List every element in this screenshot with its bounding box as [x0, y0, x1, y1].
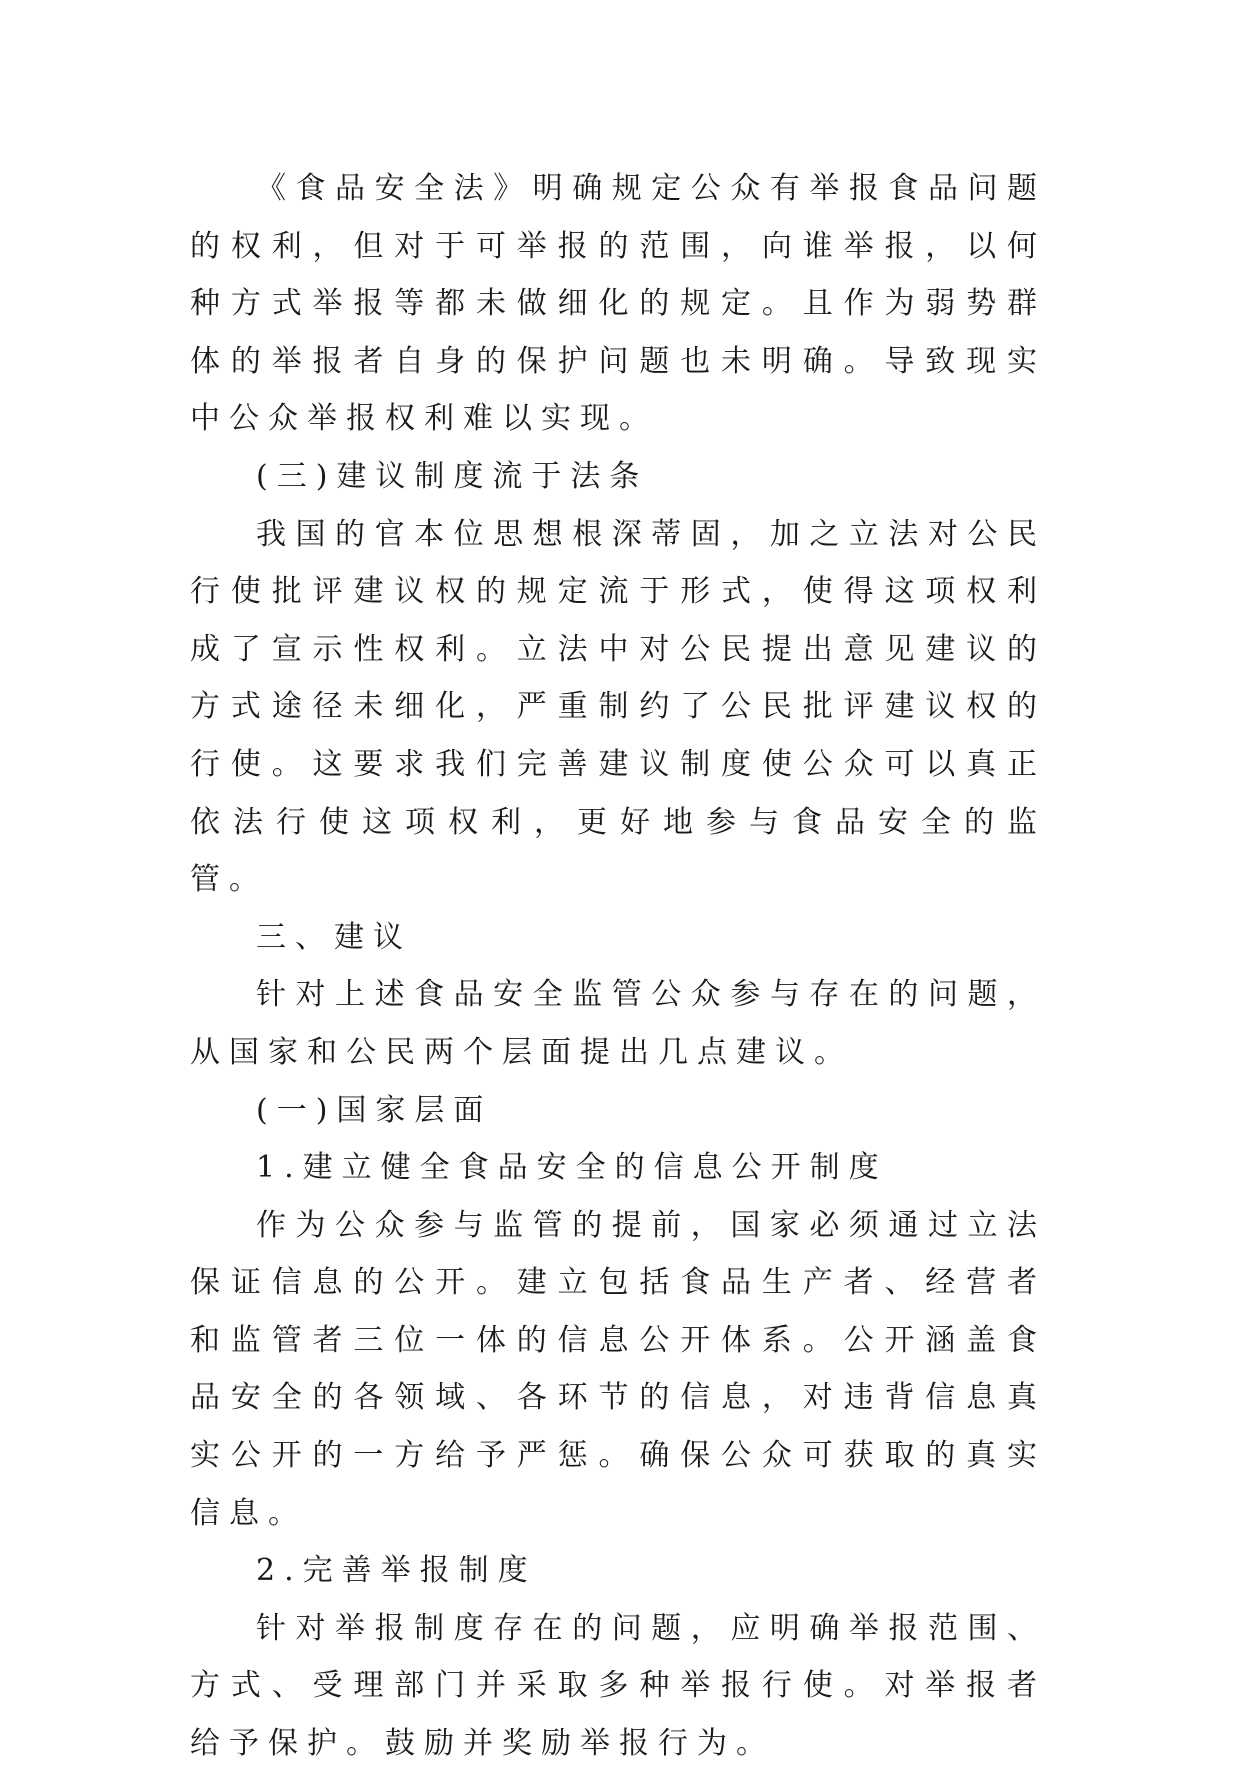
paragraph-food-safety-law: 《食品安全法》明确规定公众有举报食品问题的权利，但对于可举报的范围，向谁举报，以何种方式举报等都未做细化的规定。且作为弱势群体的举报者自身的保护问题也未明确。导致现实中公众举报权利难以实现。	[190, 171, 1046, 437]
paragraph-reporting-system: 针对举报制度存在的问题，应明确举报范围、方式、受理部门并采取多种举报行使。对举报者给予保护。鼓励并奖励举报行为。	[190, 1610, 1046, 1762]
subheading-info-disclosure: 1.建立健全食品安全的信息公开制度	[256, 1150, 888, 1186]
chapter-heading-suggestions: 三、建议	[256, 919, 412, 955]
section-heading-national: (一)国家层面	[256, 1092, 493, 1128]
paragraph-suggestions-intro: 针对上述食品安全监管公众参与存在的问题，从国家和公民两个层面提出几点建议。	[190, 977, 1046, 1070]
paragraph-info-disclosure: 作为公众参与监管的提前，国家必须通过立法保证信息的公开。建立包括食品生产者、经营者和监管者三位一体的信息公开体系。公开涵盖食品安全的各领域、各环节的信息，对违背信息真实公开的一方给予严惩。确保公众可获取的真实信息。	[190, 1207, 1046, 1531]
section-heading-3: (三)建议制度流于法条	[256, 458, 649, 494]
document-body	[190, 160, 1046, 1773]
subheading-reporting-system: 2.完善举报制度	[256, 1553, 537, 1589]
paragraph-criticism-suggestion: 我国的官本位思想根深蒂固，加之立法对公民行使批评建议权的规定流于形式，使得这项权利成了宣示性权利。立法中对公民提出意见建议的方式途径未细化，严重制约了公民批评建议权的行使。这要求我们完善建议制度使公众可以真正依法行使这项权利，更好地参与食品安全的监管。	[190, 516, 1046, 898]
